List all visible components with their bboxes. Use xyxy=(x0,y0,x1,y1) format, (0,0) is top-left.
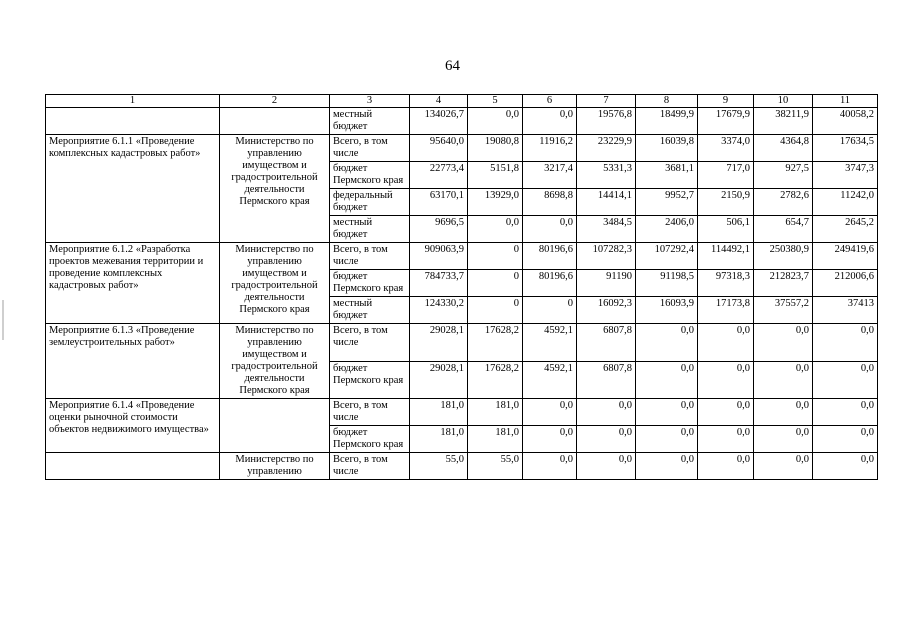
column-header-3: 3 xyxy=(330,95,410,108)
value-cell-col-7: 23229,9 xyxy=(577,135,636,162)
value-cell-col-10: 0,0 xyxy=(754,453,813,480)
value-cell-col-8: 16039,8 xyxy=(636,135,698,162)
value-cell-col-6: 80196,6 xyxy=(523,243,577,270)
value-cell-col-4: 55,0 xyxy=(410,453,468,480)
value-cell-col-8: 0,0 xyxy=(636,426,698,453)
value-cell-col-10: 654,7 xyxy=(754,216,813,243)
value-cell-col-6: 11916,2 xyxy=(523,135,577,162)
value-cell-col-9: 0,0 xyxy=(698,453,754,480)
value-cell-col-8: 0,0 xyxy=(636,324,698,362)
value-cell-col-11: 37413 xyxy=(813,297,878,324)
value-cell-col-10: 2782,6 xyxy=(754,189,813,216)
value-cell-col-5: 17628,2 xyxy=(468,324,523,362)
value-cell-col-6: 4592,1 xyxy=(523,324,577,362)
value-cell-col-5: 0 xyxy=(468,297,523,324)
funding-source-cell: бюджет Пермского края xyxy=(330,270,410,297)
page-number: 64 xyxy=(445,58,460,74)
value-cell-col-8: 3681,1 xyxy=(636,162,698,189)
value-cell-col-8: 0,0 xyxy=(636,453,698,480)
value-cell-col-6: 0,0 xyxy=(523,426,577,453)
value-cell-col-8: 16093,9 xyxy=(636,297,698,324)
funding-source-cell: бюджет Пермского края xyxy=(330,361,410,399)
funding-source-cell: Всего, в том числе xyxy=(330,399,410,426)
value-cell-col-8: 0,0 xyxy=(636,399,698,426)
table-row xyxy=(46,324,878,362)
value-cell-col-8: 0,0 xyxy=(636,361,698,399)
value-cell-col-9: 3374,0 xyxy=(698,135,754,162)
value-cell-col-10: 0,0 xyxy=(754,426,813,453)
column-header-8: 8 xyxy=(636,95,698,108)
column-header-7: 7 xyxy=(577,95,636,108)
table-row xyxy=(46,399,878,426)
value-cell-col-11: 212006,6 xyxy=(813,270,878,297)
value-cell-col-9: 717,0 xyxy=(698,162,754,189)
value-cell-col-7: 14414,1 xyxy=(577,189,636,216)
agency-cell: Министерство по управлению имуществом и градостроительной деятельности Пермского края xyxy=(220,243,330,324)
value-cell-col-5: 0,0 xyxy=(468,108,523,135)
value-cell-col-7: 5331,3 xyxy=(577,162,636,189)
value-cell-col-9: 0,0 xyxy=(698,426,754,453)
value-cell-col-5: 55,0 xyxy=(468,453,523,480)
value-cell-col-4: 22773,4 xyxy=(410,162,468,189)
value-cell-col-8: 18499,9 xyxy=(636,108,698,135)
value-cell-col-6: 80196,6 xyxy=(523,270,577,297)
value-cell-col-4: 784733,7 xyxy=(410,270,468,297)
table-row xyxy=(46,243,878,270)
value-cell-col-9: 17679,9 xyxy=(698,108,754,135)
value-cell-col-10: 212823,7 xyxy=(754,270,813,297)
value-cell-col-5: 5151,8 xyxy=(468,162,523,189)
value-cell-col-4: 95640,0 xyxy=(410,135,468,162)
measure-cell xyxy=(46,108,220,135)
header-row xyxy=(46,95,878,108)
value-cell-col-4: 181,0 xyxy=(410,399,468,426)
value-cell-col-4: 909063,9 xyxy=(410,243,468,270)
value-cell-col-7: 91190 xyxy=(577,270,636,297)
agency-cell xyxy=(220,108,330,135)
agency-cell: Министерство по управлению xyxy=(220,453,330,480)
value-cell-col-4: 124330,2 xyxy=(410,297,468,324)
value-cell-col-8: 91198,5 xyxy=(636,270,698,297)
column-header-4: 4 xyxy=(410,95,468,108)
value-cell-col-5: 19080,8 xyxy=(468,135,523,162)
value-cell-col-5: 13929,0 xyxy=(468,189,523,216)
table-header xyxy=(46,95,878,108)
value-cell-col-10: 0,0 xyxy=(754,399,813,426)
funding-source-cell: местный бюджет xyxy=(330,108,410,135)
value-cell-col-7: 0,0 xyxy=(577,426,636,453)
value-cell-col-11: 3747,3 xyxy=(813,162,878,189)
scan-edge-mark xyxy=(2,300,4,340)
measure-cell: Мероприятие 6.1.2 «Разработка проектов межевания территории и проведение комплексных кадастровых работ» xyxy=(46,243,220,324)
value-cell-col-8: 9952,7 xyxy=(636,189,698,216)
funding-source-cell: Всего, в том числе xyxy=(330,243,410,270)
value-cell-col-5: 0,0 xyxy=(468,216,523,243)
funding-source-cell: Всего, в том числе xyxy=(330,453,410,480)
table-row xyxy=(46,135,878,162)
measure-cell xyxy=(46,453,220,480)
value-cell-col-6: 0,0 xyxy=(523,216,577,243)
value-cell-col-7: 16092,3 xyxy=(577,297,636,324)
funding-source-cell: местный бюджет xyxy=(330,216,410,243)
value-cell-col-6: 0 xyxy=(523,297,577,324)
column-header-1: 1 xyxy=(46,95,220,108)
value-cell-col-5: 0 xyxy=(468,270,523,297)
value-cell-col-11: 0,0 xyxy=(813,361,878,399)
table-row xyxy=(46,453,878,480)
value-cell-col-4: 29028,1 xyxy=(410,324,468,362)
funding-source-cell: бюджет Пермского края xyxy=(330,426,410,453)
agency-cell: Министерство по управлению имуществом и градостроительной деятельности Пермского края xyxy=(220,135,330,243)
funding-source-cell: Всего, в том числе xyxy=(330,324,410,362)
value-cell-col-11: 0,0 xyxy=(813,426,878,453)
agency-cell xyxy=(220,399,330,453)
value-cell-col-7: 107282,3 xyxy=(577,243,636,270)
value-cell-col-9: 0,0 xyxy=(698,361,754,399)
value-cell-col-7: 3484,5 xyxy=(577,216,636,243)
measure-cell: Мероприятие 6.1.1 «Проведение комплексных кадастровых работ» xyxy=(46,135,220,243)
value-cell-col-7: 19576,8 xyxy=(577,108,636,135)
value-cell-col-7: 6807,8 xyxy=(577,361,636,399)
value-cell-col-10: 250380,9 xyxy=(754,243,813,270)
value-cell-col-10: 4364,8 xyxy=(754,135,813,162)
agency-cell: Министерство по управлению имуществом и градостроительной деятельности Пермского края xyxy=(220,324,330,399)
value-cell-col-4: 29028,1 xyxy=(410,361,468,399)
value-cell-col-10: 927,5 xyxy=(754,162,813,189)
value-cell-col-10: 0,0 xyxy=(754,324,813,362)
value-cell-col-11: 249419,6 xyxy=(813,243,878,270)
value-cell-col-7: 0,0 xyxy=(577,399,636,426)
value-cell-col-9: 17173,8 xyxy=(698,297,754,324)
value-cell-col-9: 97318,3 xyxy=(698,270,754,297)
funding-source-cell: федеральный бюджет xyxy=(330,189,410,216)
value-cell-col-9: 0,0 xyxy=(698,399,754,426)
value-cell-col-9: 506,1 xyxy=(698,216,754,243)
column-header-10: 10 xyxy=(754,95,813,108)
value-cell-col-5: 181,0 xyxy=(468,399,523,426)
value-cell-col-5: 0 xyxy=(468,243,523,270)
value-cell-col-9: 2150,9 xyxy=(698,189,754,216)
value-cell-col-6: 0,0 xyxy=(523,453,577,480)
value-cell-col-11: 40058,2 xyxy=(813,108,878,135)
value-cell-col-4: 134026,7 xyxy=(410,108,468,135)
column-header-5: 5 xyxy=(468,95,523,108)
value-cell-col-4: 181,0 xyxy=(410,426,468,453)
funding-source-cell: местный бюджет xyxy=(330,297,410,324)
value-cell-col-6: 4592,1 xyxy=(523,361,577,399)
column-header-9: 9 xyxy=(698,95,754,108)
table-body xyxy=(46,108,878,480)
value-cell-col-11: 17634,5 xyxy=(813,135,878,162)
value-cell-col-6: 0,0 xyxy=(523,108,577,135)
value-cell-col-8: 107292,4 xyxy=(636,243,698,270)
budget-table xyxy=(45,94,878,480)
funding-source-cell: бюджет Пермского края xyxy=(330,162,410,189)
value-cell-col-8: 2406,0 xyxy=(636,216,698,243)
value-cell-col-6: 3217,4 xyxy=(523,162,577,189)
value-cell-col-9: 0,0 xyxy=(698,324,754,362)
measure-cell: Мероприятие 6.1.4 «Проведение оценки рыночной стоимости объектов недвижимого имущества» xyxy=(46,399,220,453)
value-cell-col-5: 17628,2 xyxy=(468,361,523,399)
value-cell-col-6: 8698,8 xyxy=(523,189,577,216)
value-cell-col-11: 0,0 xyxy=(813,399,878,426)
value-cell-col-4: 9696,5 xyxy=(410,216,468,243)
value-cell-col-9: 114492,1 xyxy=(698,243,754,270)
value-cell-col-5: 181,0 xyxy=(468,426,523,453)
column-header-6: 6 xyxy=(523,95,577,108)
value-cell-col-10: 0,0 xyxy=(754,361,813,399)
value-cell-col-4: 63170,1 xyxy=(410,189,468,216)
measure-cell: Мероприятие 6.1.3 «Проведение землеустроительных работ» xyxy=(46,324,220,399)
value-cell-col-11: 11242,0 xyxy=(813,189,878,216)
value-cell-col-11: 0,0 xyxy=(813,324,878,362)
table-row xyxy=(46,108,878,135)
value-cell-col-7: 0,0 xyxy=(577,453,636,480)
value-cell-col-10: 37557,2 xyxy=(754,297,813,324)
value-cell-col-7: 6807,8 xyxy=(577,324,636,362)
column-header-2: 2 xyxy=(220,95,330,108)
funding-source-cell: Всего, в том числе xyxy=(330,135,410,162)
value-cell-col-6: 0,0 xyxy=(523,399,577,426)
value-cell-col-11: 2645,2 xyxy=(813,216,878,243)
column-header-11: 11 xyxy=(813,95,878,108)
value-cell-col-11: 0,0 xyxy=(813,453,878,480)
value-cell-col-10: 38211,9 xyxy=(754,108,813,135)
